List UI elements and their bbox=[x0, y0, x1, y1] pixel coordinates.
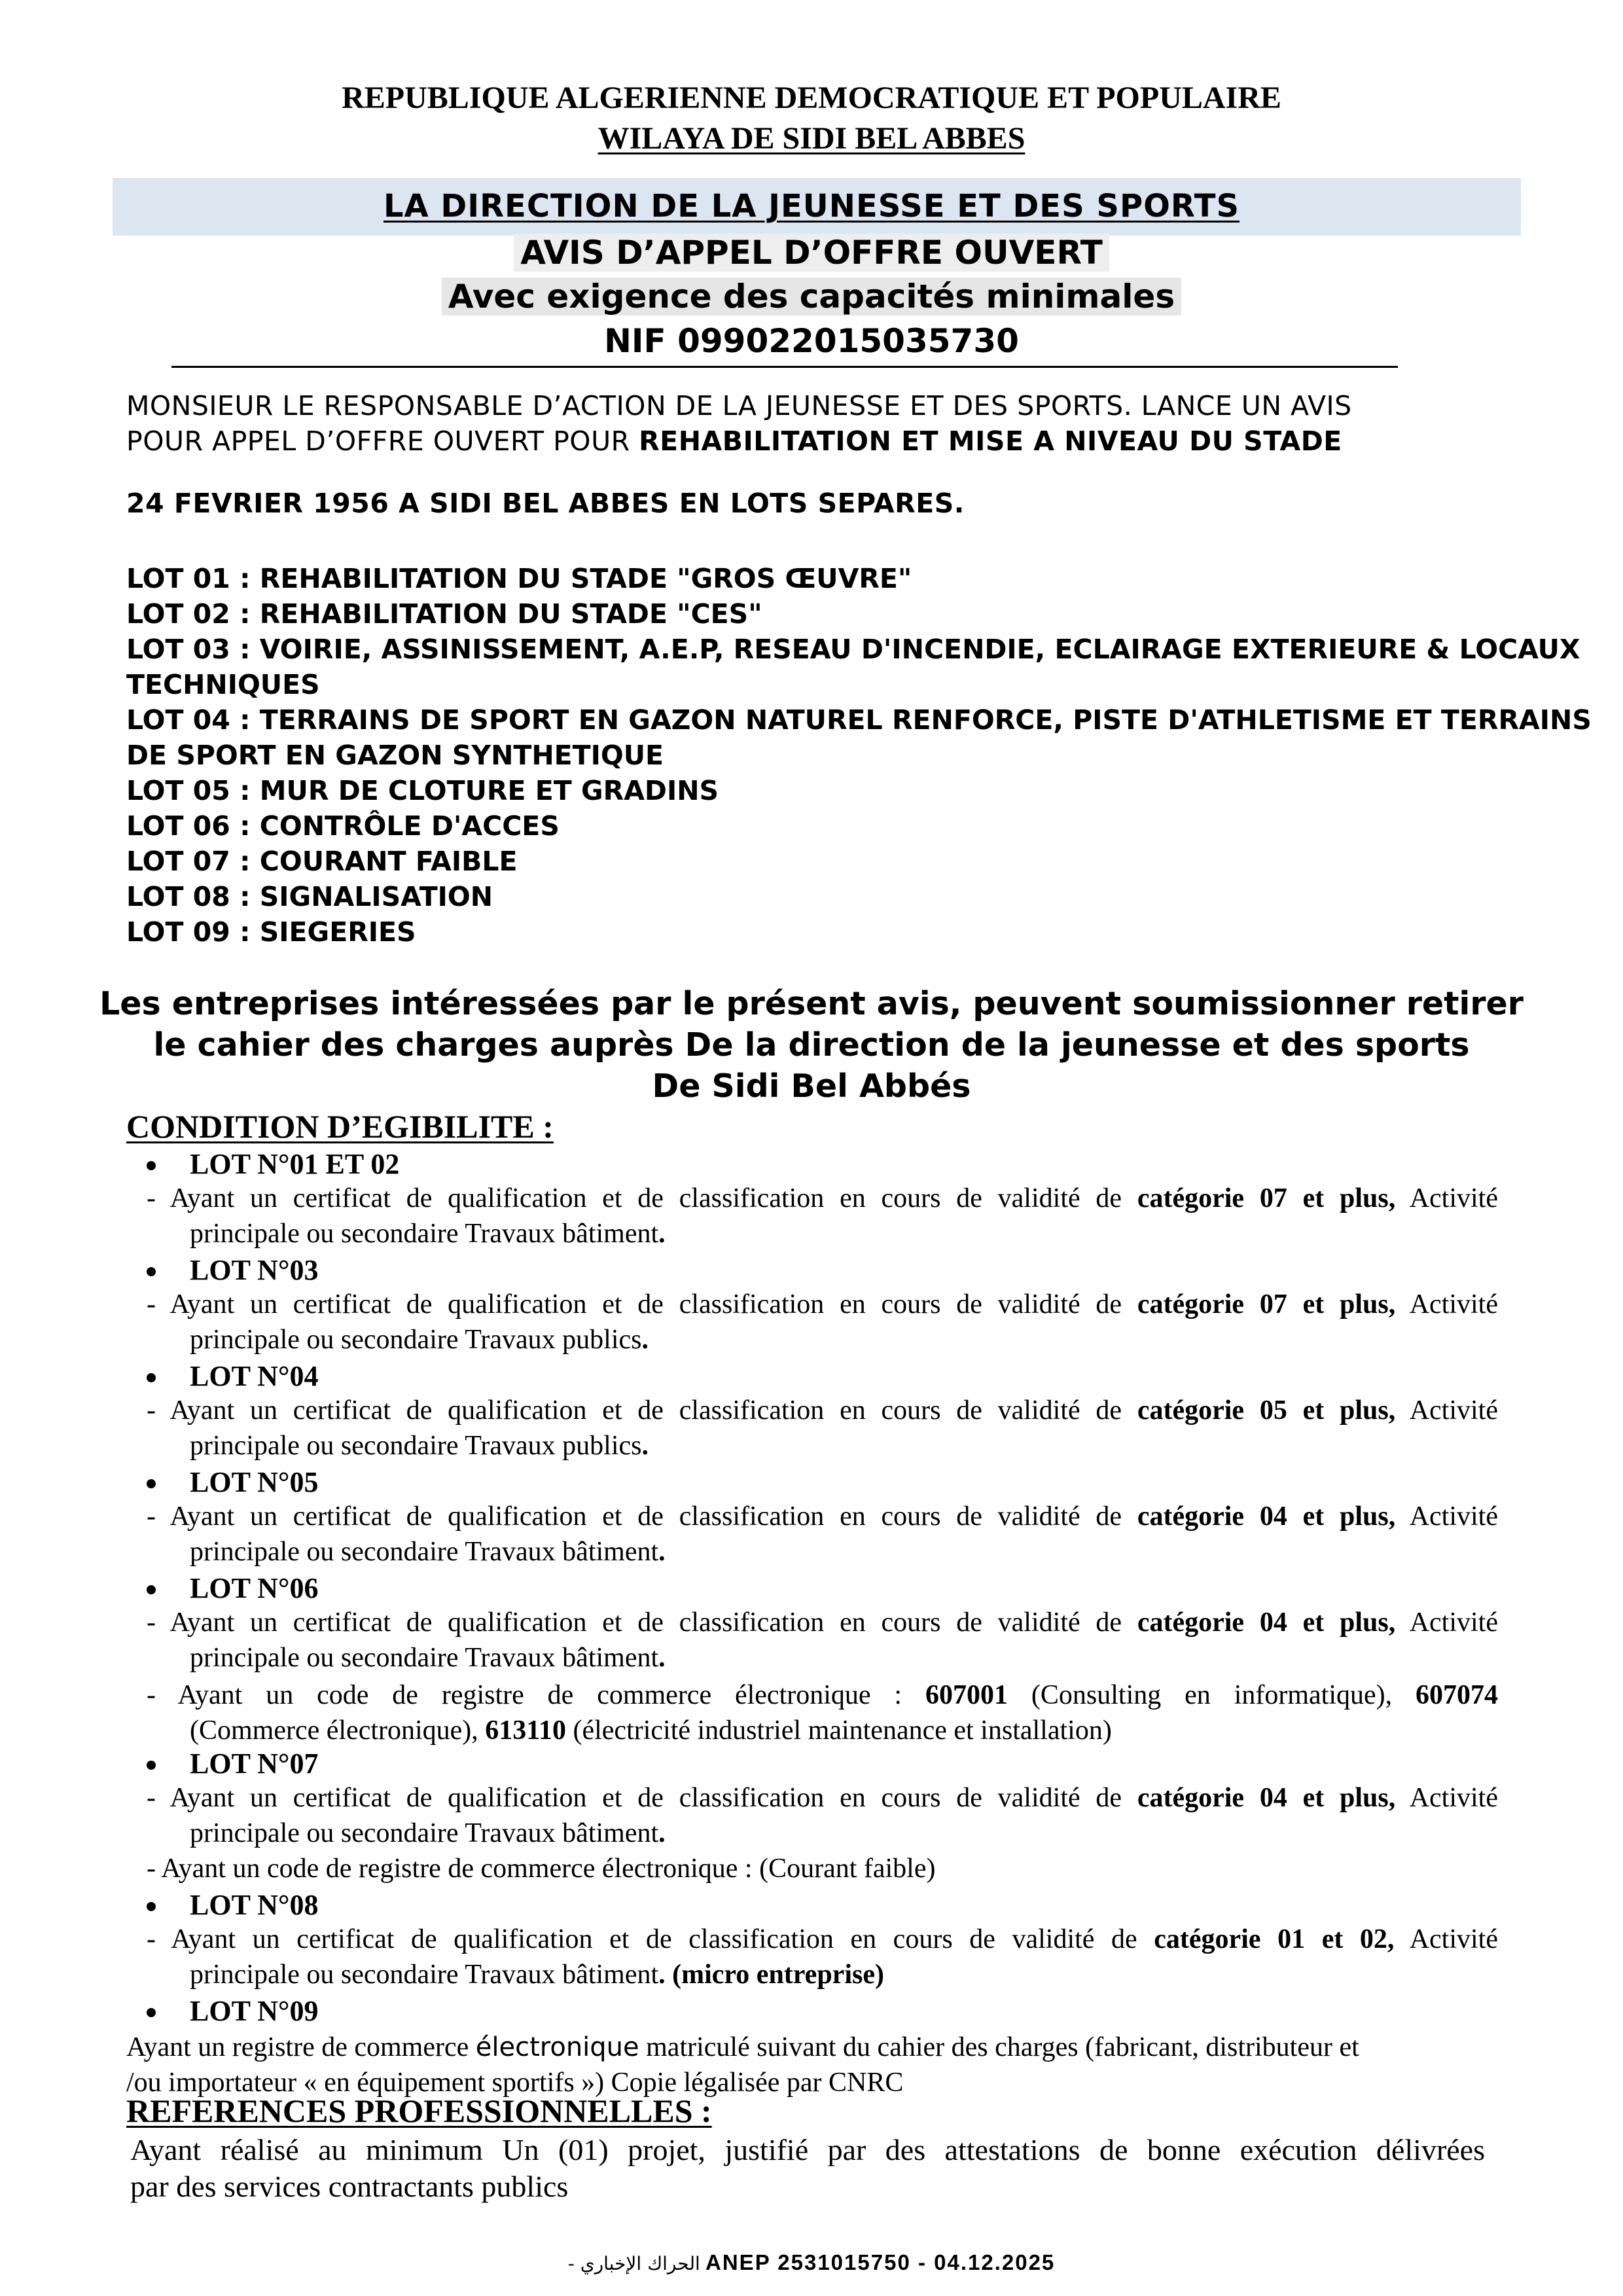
activity-bold: . bbox=[658, 1219, 666, 1249]
activity-text: principale ou secondaire Travaux publics bbox=[190, 1325, 642, 1355]
lot-item: LOT 04 : TERRAINS DE SPORT EN GAZON NATUREL RENFORCE, PISTE D'ATHLETISME ET TERRAINS bbox=[126, 704, 1592, 736]
activity-text: principale ou secondaire Travaux bâtiment bbox=[190, 1818, 659, 1848]
rc-code: 607001 bbox=[925, 1680, 1008, 1710]
direction-title bbox=[0, 188, 1623, 224]
activity-text: principale ou secondaire Travaux bâtiment bbox=[190, 1960, 659, 1990]
rc-desc: (Commerce électronique), bbox=[190, 1715, 478, 1746]
wilaya-title bbox=[0, 120, 1623, 156]
references-title: REFERENCES PROFESSIONNELLES : bbox=[126, 2092, 712, 2129]
intro-line-1: MONSIEUR LE RESPONSABLE D’ACTION DE LA JEUNESSE ET DES SPORTS. LANCE UN AVIS bbox=[126, 390, 1352, 422]
cert-text: - Ayant un certificat de qualification et de classification en cours de validité de bbox=[147, 1395, 1122, 1426]
footer bbox=[0, 2250, 1623, 2276]
cert-activity: Activité bbox=[1409, 1183, 1498, 1213]
bullet-icon bbox=[147, 1585, 156, 1594]
lot-06-activity-line bbox=[190, 1642, 666, 1674]
bullet-icon bbox=[147, 2008, 156, 2017]
footer-arabic: الحراك الإخباري - bbox=[567, 2253, 700, 2274]
cert-text: - Ayant un certificat de qualification et de classification en cours de validité de bbox=[147, 1501, 1122, 1532]
cert-text: - Ayant un certificat de qualification et de classification en cours de validité de bbox=[147, 1289, 1122, 1319]
lot-07-rc-line: - Ayant un code de registre de commerce électronique : (Courant faible) bbox=[147, 1854, 936, 1884]
lot-06-rc-line-2 bbox=[190, 1715, 1112, 1746]
intro-line-2 bbox=[126, 425, 1342, 457]
bullet-icon bbox=[147, 1761, 156, 1770]
activity-bold: . bbox=[658, 1818, 666, 1848]
activity-text: principale ou secondaire Travaux bâtiment bbox=[190, 1643, 659, 1673]
cert-text: - Ayant un certificat de qualification et de classification en cours de validité de bbox=[147, 1783, 1122, 1813]
lot-0102-cert-line bbox=[147, 1183, 1498, 1214]
lot-09-heading: LOT N°09 bbox=[190, 1995, 319, 2027]
lot-07-activity-line bbox=[190, 1818, 666, 1849]
lot-08-heading: LOT N°08 bbox=[190, 1889, 319, 1921]
cert-activity: Activité bbox=[1409, 1501, 1498, 1532]
lot-item: LOT 06 : CONTRÔLE D'ACCES bbox=[126, 810, 560, 842]
lot-04-heading: LOT N°04 bbox=[190, 1360, 319, 1392]
lot-item: LOT 07 : COURANT FAIBLE bbox=[126, 846, 518, 877]
activity-bold: . bbox=[641, 1325, 649, 1355]
retrait-line-3: De Sidi Bel Abbés bbox=[652, 1067, 971, 1105]
rc-text: - Ayant un code de registre de commerce électronique : bbox=[147, 1680, 902, 1710]
cert-category: catégorie 05 et plus, bbox=[1137, 1395, 1396, 1426]
exigence-title bbox=[0, 278, 1623, 315]
activity-text: principale ou secondaire Travaux bâtiment bbox=[190, 1537, 659, 1567]
wilaya-text: WILAYA DE SIDI BEL ABBES bbox=[597, 121, 1026, 156]
lot-04-activity-line bbox=[190, 1430, 649, 1462]
references-line-1: Ayant réalisé au minimum Un (01) projet, justifié par des attestations de bonne exécution délivrées bbox=[130, 2133, 1485, 2166]
lot-03-heading: LOT N°03 bbox=[190, 1254, 319, 1286]
lot-06-cert-line bbox=[147, 1607, 1498, 1638]
lot-item: TECHNIQUES bbox=[126, 669, 320, 700]
activity-bold: . bbox=[658, 1537, 666, 1567]
activity-bold: . (micro entreprise) bbox=[658, 1960, 884, 1990]
header-divider bbox=[171, 366, 1398, 368]
cert-category: catégorie 07 et plus, bbox=[1137, 1289, 1396, 1319]
cert-category: catégorie 04 et plus, bbox=[1137, 1501, 1396, 1532]
cert-text: - Ayant un certificat de qualification et de classification en cours de validité de bbox=[147, 1924, 1137, 1954]
lot-09-line-2: /ou importateur « en équipement sportifs ») Copie légalisée par CNRC bbox=[126, 2068, 904, 2098]
rc-code: 607074 bbox=[1416, 1680, 1499, 1710]
conditions-title: CONDITION D’EGIBILITE : bbox=[126, 1108, 554, 1145]
cert-activity: Activité bbox=[1409, 1924, 1498, 1954]
intro-line-2-plain: POUR APPEL D’OFFRE OUVERT POUR bbox=[126, 425, 639, 457]
lot-05-heading: LOT N°05 bbox=[190, 1466, 319, 1498]
cert-activity: Activité bbox=[1409, 1783, 1498, 1813]
lot-08-activity-line bbox=[190, 1959, 884, 1990]
rc-code: 613110 bbox=[485, 1715, 566, 1746]
cert-activity: Activité bbox=[1409, 1289, 1498, 1319]
lot-item: LOT 02 : REHABILITATION DU STADE "CES" bbox=[126, 598, 762, 630]
cert-text: - Ayant un certificat de qualification et de classification en cours de validité de bbox=[147, 1607, 1122, 1638]
lot-item: LOT 03 : VOIRIE, ASSINISSEMENT, A.E.P, RESEAU D'INCENDIE, ECLAIRAGE EXTERIEURE & LOCAUX bbox=[126, 634, 1580, 665]
bullet-icon bbox=[147, 1161, 156, 1170]
lot-09-electronique: électronique bbox=[475, 2032, 639, 2062]
bullet-icon bbox=[147, 1373, 156, 1382]
lot-05-cert-line bbox=[147, 1501, 1498, 1532]
republic-title: REPUBLIQUE ALGERIENNE DEMOCRATIQUE ET POPULAIRE bbox=[342, 81, 1281, 115]
references-line-2: par des services contractants publics bbox=[130, 2170, 569, 2203]
lot-09-text: Ayant un registre de commerce bbox=[126, 2032, 476, 2062]
cert-text: - Ayant un certificat de qualification et de classification en cours de validité de bbox=[147, 1183, 1122, 1213]
lot-09-line-1 bbox=[126, 2032, 1359, 2063]
retrait-line-1: Les entreprises intéressées par le présent avis, peuvent soumissionner retirer bbox=[99, 985, 1524, 1022]
activity-text: principale ou secondaire Travaux publics bbox=[190, 1431, 642, 1461]
lot-05-activity-line bbox=[190, 1536, 666, 1568]
cert-category: catégorie 04 et plus, bbox=[1137, 1783, 1396, 1813]
bullet-icon bbox=[147, 1479, 156, 1488]
avis-text: AVIS D’APPEL D’OFFRE OUVERT bbox=[514, 234, 1109, 272]
direction-text: LA DIRECTION DE LA JEUNESSE ET DES SPORTS bbox=[383, 188, 1240, 224]
lot-09-text-end: matriculé suivant du cahier des charges (fabricant, distributeur et bbox=[639, 2032, 1359, 2062]
intro-line-2-bold: REHABILITATION ET MISE A NIVEAU DU STADE bbox=[639, 425, 1342, 457]
lot-07-heading: LOT N°07 bbox=[190, 1748, 319, 1780]
cert-category: catégorie 04 et plus, bbox=[1137, 1607, 1396, 1638]
lot-0102-activity-line bbox=[190, 1218, 666, 1249]
nif-number: NIF 099022015035730 bbox=[604, 322, 1019, 360]
bullet-icon bbox=[147, 1902, 156, 1911]
cert-category: catégorie 01 et 02, bbox=[1154, 1924, 1395, 1954]
activity-bold: . bbox=[641, 1431, 649, 1461]
lot-03-activity-line bbox=[190, 1324, 649, 1355]
cert-activity: Activité bbox=[1409, 1395, 1498, 1426]
retrait-line-2: le cahier des charges auprès De la direction de la jeunesse et des sports bbox=[153, 1026, 1470, 1064]
cert-category: catégorie 07 et plus, bbox=[1137, 1183, 1396, 1213]
lot-item: LOT 09 : SIEGERIES bbox=[126, 916, 416, 948]
lot-04-cert-line bbox=[147, 1395, 1498, 1426]
lot-08-cert-line bbox=[147, 1924, 1498, 1955]
activity-bold: . bbox=[658, 1643, 666, 1673]
bullet-icon bbox=[147, 1267, 156, 1276]
activity-text: principale ou secondaire Travaux bâtiment bbox=[190, 1219, 659, 1249]
lot-item: LOT 05 : MUR DE CLOTURE ET GRADINS bbox=[126, 775, 719, 806]
exigence-text: Avec exigence des capacités minimales bbox=[442, 278, 1181, 315]
lot-06-heading: LOT N°06 bbox=[190, 1572, 319, 1604]
cert-activity: Activité bbox=[1409, 1607, 1498, 1638]
lot-07-cert-line bbox=[147, 1782, 1498, 1814]
intro-line-3: 24 FEVRIER 1956 A SIDI BEL ABBES EN LOTS SEPARES. bbox=[126, 488, 965, 519]
lot-0102-heading: LOT N°01 ET 02 bbox=[190, 1148, 400, 1180]
footer-anep: ANEP 2531015750 - 04.12.2025 bbox=[705, 2250, 1056, 2274]
rc-desc: (Consulting en informatique), bbox=[1031, 1680, 1393, 1710]
lot-item: DE SPORT EN GAZON SYNTHETIQUE bbox=[126, 740, 664, 771]
lot-item: LOT 01 : REHABILITATION DU STADE "GROS ŒUVRE" bbox=[126, 563, 912, 594]
lot-06-rc-line bbox=[147, 1679, 1498, 1711]
lot-item: LOT 08 : SIGNALISATION bbox=[126, 881, 493, 912]
avis-title bbox=[0, 234, 1623, 272]
rc-desc: (électricité industriel maintenance et installation) bbox=[573, 1715, 1112, 1746]
lot-03-cert-line bbox=[147, 1289, 1498, 1320]
